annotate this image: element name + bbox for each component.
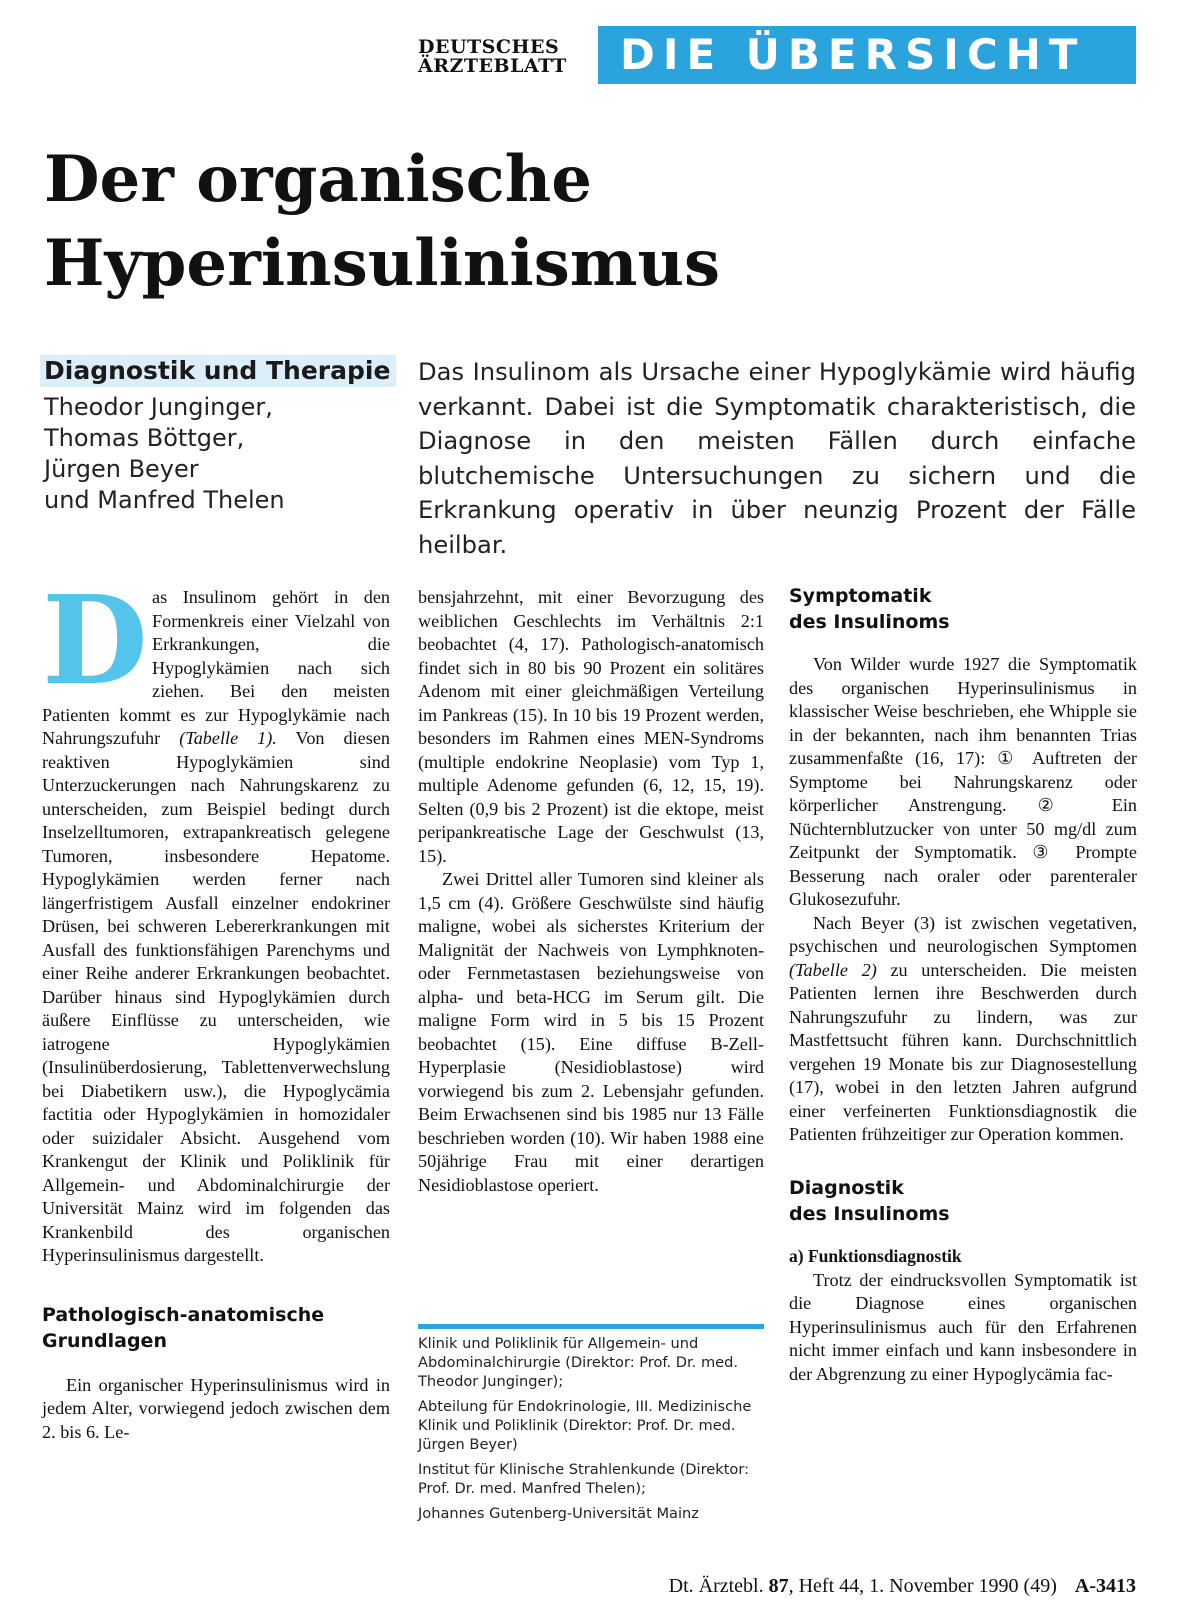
title-line-2: Hyperinsulinismus [44, 226, 721, 301]
title-line-1: Der organische [44, 142, 592, 217]
drop-cap: D [42, 568, 148, 712]
table-2-reference: (Tabelle 2) [789, 959, 877, 980]
heading-line-1: Diagnostik [789, 1176, 904, 1199]
heading-line-2: des Insulinoms [789, 1202, 950, 1225]
body-paragraph: Zwei Drittel aller Tumoren sind kleiner als 1,5 cm (4). Größere Geschwülste sind häufig maligne, wobei als sicherstes Kriterium der Malignität der Nachweis von Lymphknoten- oder Fernmetastasen beziehungsweise von alpha- und beta-HCG im Serum gilt. Die maligne Form wird in 5 bis 15 Prozent beobachtet (15). Eine diffuse B-Zell-Hyperplasie (Nesidioblastose) wird vorwiegend bis zum 2. Lebensjahr gefunden. Beim Erwachsenen sind bis 1985 nur 13 Fälle beschrieben worden (10). Wir haben 1988 eine 50jährige Frau mit einer derartigen Nesidioblastose operiert. [418, 869, 764, 1195]
citation-pre: Dt. Ärztebl. [668, 1575, 769, 1597]
author-2: Thomas Böttger, [44, 424, 245, 452]
table-1-reference: (Tabelle 1). [179, 728, 277, 748]
article-title [44, 138, 944, 306]
page-number: A-3413 [1074, 1575, 1136, 1597]
abstract: Das Insulinom als Ursache einer Hypoglykämie wird häufig verkannt. Dabei ist die Symptomatik charakteristisch, die Diagnose in den meisten Fällen durch einfache blutchemische Untersuchungen zu sichern und die Erkrankung operativ in über neunzig Prozent der Fälle heilbar. [418, 358, 1136, 559]
brand-line-2: ÄRZTEBLATT [418, 55, 567, 77]
section-heading-diagnostics [789, 1175, 1137, 1227]
author-4: und Manfred Thelen [44, 486, 285, 514]
para-text-b: zu unterscheiden. Die meisten Patienten lernen ihre Beschwerden durch Nahrungszufuhr zu lindern, was zur Mastfettsucht führen kann. Durchschnittlich vergehen 19 Monate bis zur Diagnosestellung (17), wobei in den letzten Jahren aufgrund einer verfeinerten Funktionsdiagnostik die Patienten frühzeitiger zur Operation kommen. [789, 959, 1137, 1144]
text-column-1 [42, 568, 390, 1444]
body-paragraph [789, 912, 1137, 1147]
volume-number: 87 [768, 1575, 789, 1597]
author-list [44, 392, 384, 516]
body-paragraph: bensjahrzehnt, mit einer Bevorzugung des weiblichen Geschlechts im Verhältnis 2:1 beobachtet (4, 17). Pathologisch-anatomisch findet sich in 80 bis 90 Prozent ein solitäres Adenom mit einer gleichmäßigen Verteilung im Pankreas (15). In 10 bis 19 Prozent werden, besonders im Rahmen eines MEN-Syndroms (multiple endokrine Neoplasie) vom Typ 1, multiple Adenome gefunden (6, 12, 15, 19). Selten (0,9 bis 2 Prozent) ist die ektope, meist peripankreatische Lage der Geschwulst (13, 15). [418, 587, 764, 866]
affiliation-4: Johannes Gutenberg-Universität Mainz [418, 1505, 699, 1522]
page-footer [612, 1574, 1136, 1598]
affiliations [418, 1334, 768, 1529]
body-paragraph: Ein organischer Hyperinsulinismus wird in jedem Alter, vorwiegend jedoch zwischen dem 2. bis 6. Le- [42, 1374, 390, 1442]
heading-line-2: des Insulinoms [789, 611, 950, 633]
affiliation-divider [418, 1324, 764, 1329]
section-heading-symptoms [789, 583, 1137, 635]
affiliation-1: Klinik und Poliklinik für Allgemein- und Abdominalchirurgie (Direktor: Prof. Dr. med. Theodor Junginger); [418, 1335, 739, 1390]
heading-line-1: Symptomatik [789, 585, 932, 607]
journal-brand [418, 38, 590, 76]
author-1: Theodor Junginger, [44, 393, 273, 421]
text-column-2 [418, 586, 764, 1197]
affiliation-3: Institut für Klinische Strahlenkunde (Direktor: Prof. Dr. med. Manfred Thelen); [418, 1461, 750, 1497]
intro-text-a: as Insulinom gehört in den Formenkreis einer Vielzahl von Erkrankungen, die Hypoglykämien nach sich ziehen. Bei den meisten Patienten kommt es zur Hypoglykämie nach Nahrungszufuhr [42, 587, 390, 748]
section-heading-pathology [42, 1302, 390, 1354]
subsection-heading: a) Funktionsdiagnostik [789, 1245, 962, 1266]
para-text-a: Nach Beyer (3) ist zwischen vegetativen, psychischen und neurologischen Symptomen [789, 912, 1137, 956]
text-column-3 [789, 583, 1137, 1386]
heading-line-1: Pathologisch-anatomische [42, 1303, 325, 1326]
intro-text-b: Von diesen reaktiven Hypoglykämien sind Unterzuckerungen nach Nahrungskarenz zu unterscheiden, zum Beispiel bedingt durch Inselzelltumoren, extrapankreatisch gelegene Tumoren, insbesondere Hepatome. Hypoglykämien werden ferner nach längerfristigem Ausfall einzelner endokriner Drüsen, bei schweren Lebererkrankungen mit Ausfall des funktionsfähigen Parenchyms und einer Reihe anderer Erkrankungen beobachtet. Darüber hinaus sind Hypoglykämien durch äußere Einflüsse zu unterscheiden, wie iatrogene Hypoglykämien (Insulinüberdosierung, Tablettenverwechslung bei Diabetikern usw.), die Hypoglycämia factitia oder Hypoglykämien in homozidaler oder suizidaler Absicht. Ausgehend vom Krankengut der Klinik und Poliklinik für Allgemein- und Abdominalchirurgie der Universität Mainz wird im folgenden das Krankenbild des organischen Hyperinsulinismus dargestellt. [42, 728, 390, 1265]
citation-post: , Heft 44, 1. November 1990 (49) [788, 1575, 1057, 1597]
heading-line-2: Grundlagen [42, 1329, 167, 1352]
body-paragraph: Trotz der eindrucksvollen Symptomatik ist die Diagnose eines organischen Hyperinsulinismus auch für den Erfahrenen nicht immer einfach und kann insbesondere in der Abgrenzung zu einer Hypoglycämia fac- [789, 1269, 1137, 1384]
body-paragraph: Von Wilder wurde 1927 die Symptomatik des organischen Hyperinsulinismus in klassischer Weise beschrieben, ehe Whipple sie in der bekannten, nach ihm benannten Trias zusammenfaßte (16, 17): ① Auftreten der Symptome bei Nahrungskarenz oder körperlicher Anstrengung. ② Ein Nüchternblutzucker von unter 50 mg/dl zum Zeitpunkt der Symptomatik. ③ Prompte Besserung nach oraler oder parenteraler Glukosezufuhr. [789, 654, 1137, 909]
section-banner: DIE ÜBERSICHT [598, 26, 1136, 84]
intro-paragraph [42, 568, 390, 1268]
affiliation-2: Abteilung für Endokrinologie, III. Medizinische Klinik und Poliklinik (Direktor: Prof. Dr. med. Jürgen Beyer) [418, 1398, 752, 1453]
author-3: Jürgen Beyer [44, 455, 199, 483]
article-subtitle: Diagnostik und Therapie [40, 355, 396, 387]
brand-line-1: DEUTSCHES [418, 36, 560, 58]
